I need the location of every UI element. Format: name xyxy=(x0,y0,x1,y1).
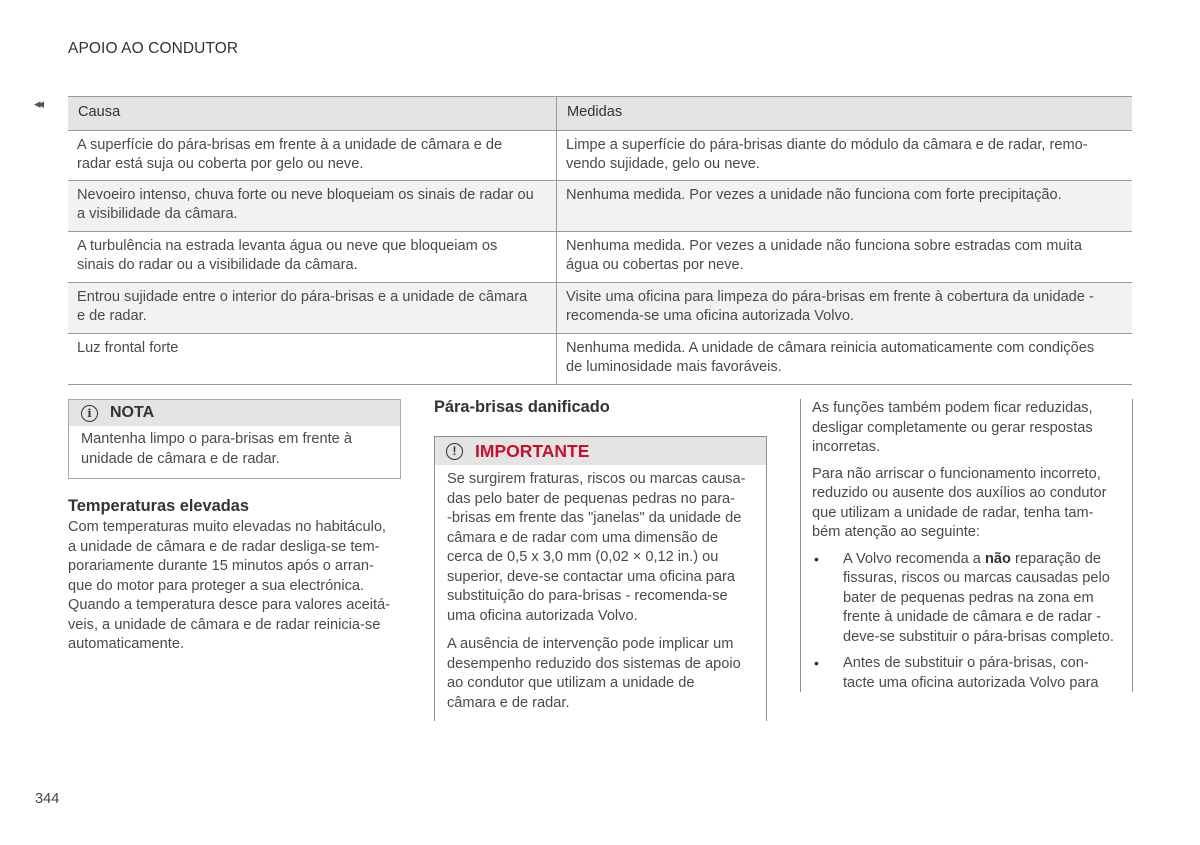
text-line: câmara e de radar com uma dimensão de xyxy=(447,529,718,546)
text-line: incorretas. xyxy=(812,439,881,455)
measure-cell xyxy=(557,231,1133,282)
table-row xyxy=(68,282,1132,333)
right-column xyxy=(800,399,1133,692)
note-text xyxy=(69,426,400,478)
note-header xyxy=(69,400,400,426)
text-line: uma oficina autorizada Volvo. xyxy=(447,607,638,624)
cell-line: Limpe a superfície do pára-brisas diante do módulo da câmara e de radar, remo- xyxy=(566,136,1088,153)
cause-cell xyxy=(68,333,557,384)
cell-line: A superfície do pára-brisas em frente à a unidade de câmara e de xyxy=(77,136,503,153)
measure-cell xyxy=(557,180,1133,231)
bullet-icon: • xyxy=(814,655,819,671)
info-icon: i xyxy=(81,405,98,422)
cause-cell xyxy=(68,231,557,282)
cause-cell xyxy=(68,130,557,180)
text-line: reduzido ou ausente dos auxílios ao condutor xyxy=(812,485,1107,501)
text-segment: reparação de xyxy=(1010,550,1101,567)
text-line: deve-se substituir o pára-brisas completo. xyxy=(843,628,1114,645)
text-line: veis, a unidade de câmara e de radar reinicia-se xyxy=(68,616,381,633)
text-line: câmara e de radar. xyxy=(447,694,570,711)
paragraph xyxy=(812,465,1122,543)
text-line: unidade de câmara e de radar. xyxy=(81,450,280,467)
measure-cell xyxy=(557,130,1133,180)
column-header-measures: Medidas xyxy=(557,97,1133,131)
measure-cell xyxy=(557,282,1133,333)
important-title: IMPORTANTE xyxy=(475,440,590,461)
cell-line: radar está suja ou coberta por gelo ou neve. xyxy=(77,156,364,172)
table-row xyxy=(68,333,1132,384)
cell-line: sinais do radar ou a visibilidade da câmara. xyxy=(77,257,358,273)
paragraph xyxy=(447,470,754,626)
text-line: Para não arriscar o funcionamento incorreto, xyxy=(812,465,1101,482)
text-line: a unidade de câmara e de radar desliga-se tem- xyxy=(68,538,380,555)
text-line: bém atenção ao seguinte: xyxy=(812,524,980,540)
text-line: cerca de 0,5 x 3,0 mm (0,02 × 0,12 in.) ou xyxy=(447,549,719,565)
cell-line: e de radar. xyxy=(77,308,147,324)
high-temperatures-text xyxy=(68,518,400,655)
cell-line: Visite uma oficina para limpeza do pára-brisas em frente à cobertura da unidade - xyxy=(566,288,1094,305)
high-temperatures-heading: Temperaturas elevadas xyxy=(68,497,250,515)
cell-line: Nenhuma medida. Por vezes a unidade não funciona com forte precipitação. xyxy=(566,186,1062,203)
note-title: NOTA xyxy=(110,404,155,421)
section-title: APOIO AO CONDUTOR xyxy=(68,40,239,57)
text-line: substituição do para-brisas - recomenda-se xyxy=(447,588,728,604)
text-line: das pelo bater de pequenas pedras no para- xyxy=(447,490,736,507)
cell-line: A turbulência na estrada levanta água ou neve que bloqueiam os xyxy=(77,237,498,254)
text-line: Antes de substituir o pára-brisas, con- xyxy=(843,655,1089,671)
text-line: ao condutor que utilizam a unidade de xyxy=(447,675,695,691)
table-row xyxy=(68,130,1132,180)
text-line: Com temperaturas muito elevadas no habitáculo, xyxy=(68,519,386,535)
text-line: Quando a temperatura desce para valores aceitá- xyxy=(68,597,391,613)
important-header xyxy=(435,437,766,465)
cell-line: água ou cobertas por neve. xyxy=(566,257,744,273)
text-line: tacte uma oficina autorizada Volvo para xyxy=(843,674,1099,691)
damaged-windscreen-heading: Pára-brisas danificado xyxy=(434,398,610,416)
cell-line: vendo sujidade, gelo ou neve. xyxy=(566,156,760,172)
text-line: As funções também podem ficar reduzidas, xyxy=(812,400,1093,416)
text-segment: A Volvo recomenda a xyxy=(843,550,985,567)
cause-cell xyxy=(68,282,557,333)
cell-line: de luminosidade mais favoráveis. xyxy=(566,359,782,375)
paragraph xyxy=(812,399,1122,458)
text-line: bater de pequenas pedras na zona em xyxy=(843,589,1094,606)
exclamation-icon: ! xyxy=(446,443,463,460)
cause-cell xyxy=(68,180,557,231)
bullet-item xyxy=(812,654,1122,693)
cell-line: Luz frontal forte xyxy=(77,339,179,356)
cell-line: Nenhuma medida. Por vezes a unidade não funciona sobre estradas com muita xyxy=(566,237,1082,254)
text-line: que do motor para proteger a sua electrónica. xyxy=(68,577,365,594)
measure-cell xyxy=(557,333,1133,384)
bullet-icon: • xyxy=(814,550,819,567)
bullet-text xyxy=(843,550,1114,648)
cell-line: recomenda-se uma oficina autorizada Volvo. xyxy=(566,308,854,324)
bullet-text xyxy=(843,654,1099,693)
column-header-cause: Causa xyxy=(68,97,557,131)
text-line: -brisas em frente das "janelas" da unidade de xyxy=(447,510,742,526)
cell-line: Nevoeiro intenso, chuva forte ou neve bloqueiam os sinais de radar ou xyxy=(77,186,534,203)
text-line: desligar completamente ou gerar respostas xyxy=(812,419,1093,436)
cell-line: Nenhuma medida. A unidade de câmara reinicia automaticamente com condições xyxy=(566,339,1095,356)
text-line: porariamente durante 15 minutos após o arran- xyxy=(68,558,374,574)
right-column-content xyxy=(801,399,1132,693)
text-line: Se surgirem fraturas, riscos ou marcas causa- xyxy=(447,471,746,487)
text-line: automaticamente. xyxy=(68,636,185,652)
causes-measures-table xyxy=(68,96,1132,385)
table-header-row xyxy=(68,97,1132,131)
bullet-item xyxy=(812,550,1122,648)
important-text xyxy=(435,465,766,713)
page-number: 344 xyxy=(35,791,60,807)
text-line: frente à unidade de câmara e de radar - xyxy=(843,609,1101,625)
cell-line: Entrou sujidade entre o interior do pára-brisas e a unidade de câmara xyxy=(77,288,528,305)
text-line: fissuras, riscos ou marcas causadas pelo xyxy=(843,570,1110,586)
important-box xyxy=(434,436,767,721)
table-row xyxy=(68,231,1132,282)
emphasis-text: não xyxy=(984,550,1011,567)
text-line: que utilizam a unidade de radar, tenha tam- xyxy=(812,504,1094,521)
text-line: superior, deve-se contactar uma oficina para xyxy=(447,568,735,585)
text-line: A ausência de intervenção pode implicar um xyxy=(447,636,734,652)
table-row xyxy=(68,180,1132,231)
continued-marker-icon: ◂◂ xyxy=(34,96,42,111)
text-line: desempenho reduzido dos sistemas de apoio xyxy=(447,655,741,672)
paragraph xyxy=(447,635,754,713)
cell-line: a visibilidade da câmara. xyxy=(77,206,238,222)
text-line: Mantenha limpo o para-brisas em frente à xyxy=(81,431,352,447)
note-box xyxy=(68,399,401,479)
